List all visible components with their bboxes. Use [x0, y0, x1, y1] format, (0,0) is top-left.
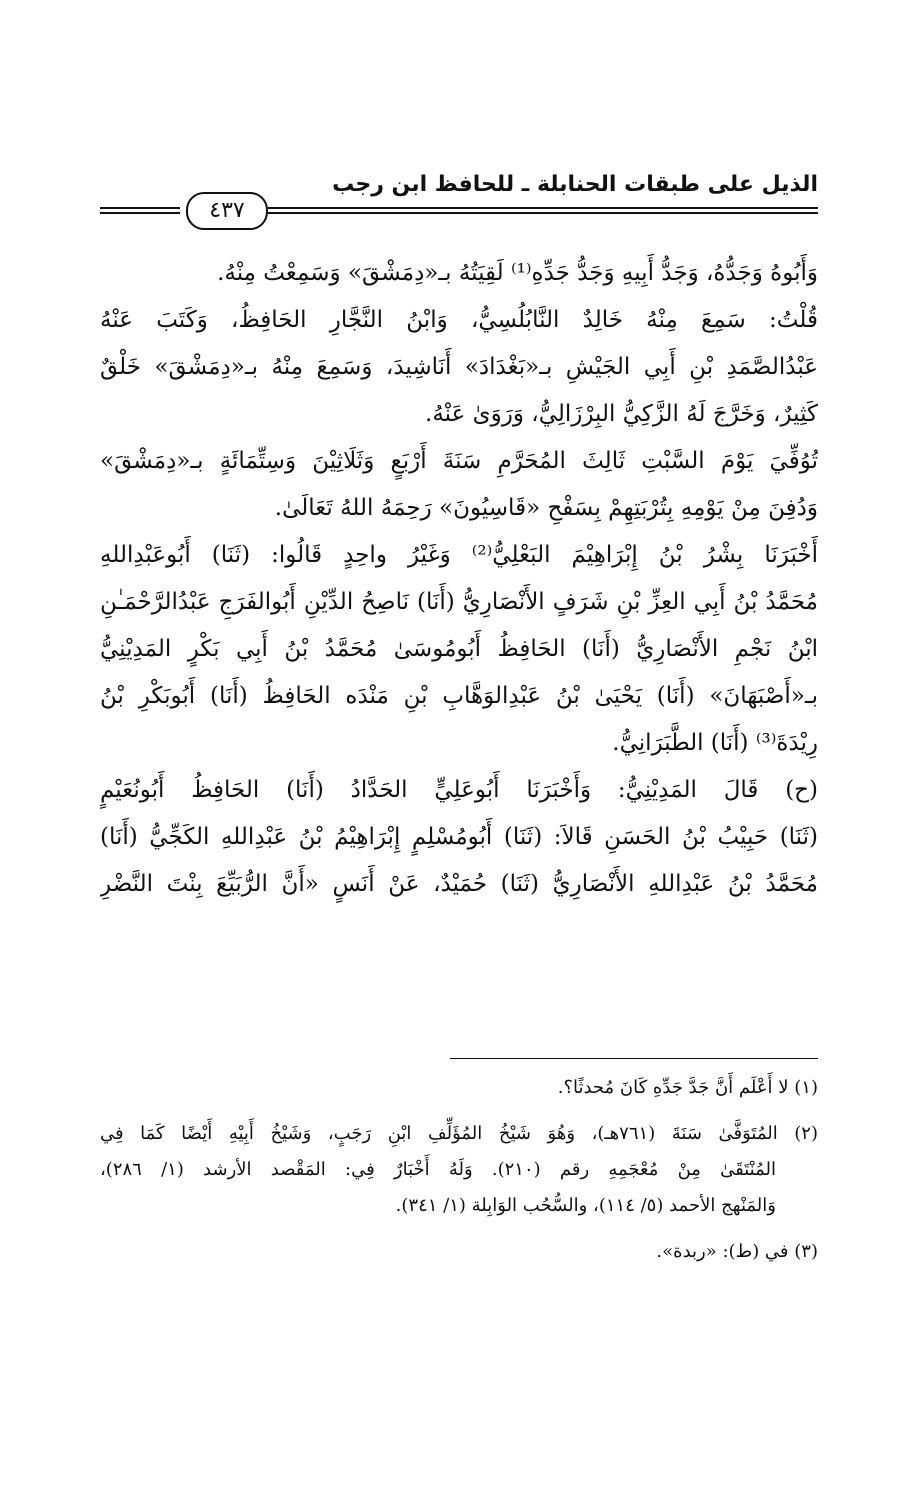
body-line: وَدُفِنَ مِنْ يَوْمِهِ بِتُرْبَتِهِمْ بِسَفْحِ «قَاسِيُونَ» رَحِمَهُ اللهُ تَعَالَىٰ.: [274, 495, 818, 521]
body-line: أَخْبَرَنَا بِشْرُ بْنُ إِبْرَاهِيْمَ البَعْلِيُّ⁽²⁾ وَغَيْرُ واحِدٍ قَالُوا: (ثَنَا) أَبُوعَبْدِاللهِ: [100, 542, 818, 568]
footnote-3: [100, 1234, 818, 1270]
footnotes: [100, 1070, 818, 1270]
header-rule: [100, 190, 818, 234]
main-text: [100, 250, 818, 908]
footnote-line: (١) لا أَعْلَم أَنَّ جَدَّ جَدِّهِ كَانَ مُحدثًا؟.: [557, 1077, 818, 1098]
footnote-line: المُنْتَقَىٰ مِنْ مُعْجَمِهِ رقم (٢١٠). وَلَهُ أَخْبَارٌ فِي: المَقْصد الأرشد (١/ ٢٨٦)،: [100, 1159, 776, 1180]
body-line: بـ«أَصْبَهَانَ» (أَنَا) يَحْيَىٰ بْنُ عَبْدِالوَهَّابِ بْنِ مَنْدَه الحَافِظُ (أَنَا) أَبُوبَكْرِ بْنُ: [100, 683, 818, 709]
footnote-line: (٢) المُتَوَفَّىٰ سَنَةَ (٧٦١هـ)، وَهُوَ شَيْخُ المُؤَلِّفِ ابْنِ رَجَبٍ، وَشَيْخُ أَبِيْهِ أَيْضًا كَمَا فِي: [100, 1123, 818, 1144]
body-line: مُحَمَّدُ بْنُ عَبْدِاللهِ الأَنْصَارِيُّ (ثَنَا) حُمَيْدٌ، عَنْ أَنَسٍ «أَنَّ الرُّبَيِّعَ بِنْتَ النَّضْرِ: [100, 871, 818, 897]
page-number: ٤٣٧: [186, 192, 268, 230]
footnote-line: وَالمَنْهج الأحمد (٥/ ١١٤)، والسُّحُب الوَابِلة (١/ ٣٤١).: [395, 1195, 776, 1216]
body-line: (ثَنَا) حَبِيْبُ بْنُ الحَسَنِ قَالاَ: (ثَنَا) أَبُومُسْلِمٍ إِبْرَاهِيْمُ بْنُ عَبْدِاللهِ الكَجِّيُّ (أَنَا): [100, 824, 818, 850]
footnote-1: [100, 1070, 818, 1106]
body-line: (ح) قَالَ المَدِيْنِيُّ: وَأَخْبَرَنَا أَبُوعَلِيٍّ الحَدَّادُ (أَنَا) الحَافِظُ أَبُونُعَيْمٍ: [100, 777, 818, 803]
body-line: عَبْدُالصَّمَدِ بْنِ أَبِي الجَيْشِ بـ«بَغْدَادَ» أَنَاشِيدَ، وَسَمِعَ مِنْهُ بـ«دِمَشْقَ» خَلْقٌ: [100, 354, 818, 380]
footnote-separator: [450, 1058, 818, 1059]
body-line: رِيْدَةَ⁽³⁾ (أَنَا) الطَّبَرَانِيُّ.: [612, 730, 818, 756]
body-line: مُحَمَّدُ بْنُ أَبِي العِزِّ بْنِ شَرَفٍ الأَنْصَارِيُّ (أَنَا) نَاصِحُ الدِّيْنِ أَبُوالفَرَجِ عَبْدُالرَّحْمَـٰنِ: [100, 589, 818, 615]
footnote-line: (٣) في (ط): «ربدة».: [656, 1241, 818, 1262]
header-rule-right: [268, 207, 818, 209]
body-line: تُوُفِّيَ يَوْمَ السَّبْتِ ثَالِثَ المُحَرَّمِ سَنَةَ أَرْبَعٍ وَثَلَاثِيْنَ وَسِتِّمَائَةٍ بـ«دِمَشْقَ»: [100, 448, 818, 474]
footnote-2: [100, 1116, 818, 1224]
body-line: ابْنُ نَجْمِ الأَنْصَارِيُّ (أَنَا) الحَافِظُ أَبُومُوسَىٰ مُحَمَّدُ بْنُ أَبِي بَكْرٍ المَدِيْنِيُّ: [100, 636, 818, 662]
body-line: كَثِيرٌ، وَخَرَّجَ لَهُ الزَّكِيُّ البِرْزَالِيُّ، وَرَوَىٰ عَنْهُ.: [425, 401, 818, 427]
header-rule-left: [100, 207, 180, 209]
body-line: وَأَبُوهُ وَجَدُّهُ، وَجَدُّ أَبِيهِ وَجَدُّ جَدِّهِ⁽¹⁾ لَقِيَتُهُ بـ«دِمَشْقَ» وَسَمِعْتُ مِنْهُ.: [217, 260, 818, 286]
running-header: الذيل على طبقات الحنابلة ـ للحافظ ابن رجب: [332, 172, 818, 197]
body-line: قُلْتُ: سَمِعَ مِنْهُ خَالِدٌ النَّابُلُسِيُّ، وَابْنُ النَّجَّارِ الحَافِظُ، وَكَتَبَ عَنْهُ: [100, 307, 818, 333]
